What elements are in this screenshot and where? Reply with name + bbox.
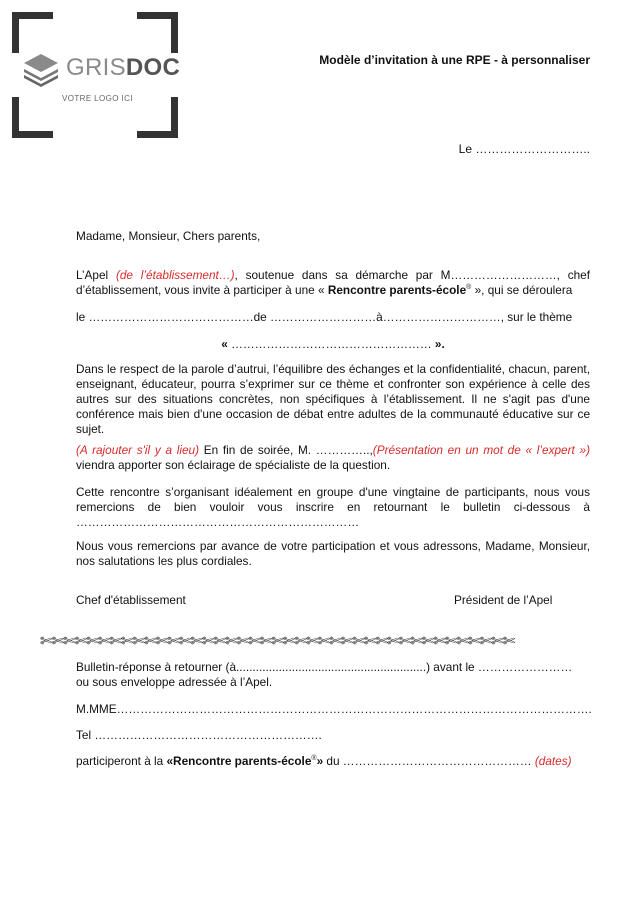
date-line: Le ……………………….. xyxy=(458,142,590,156)
frame-corner xyxy=(137,97,178,138)
stacked-layers-icon xyxy=(20,50,62,92)
document-title: Modèle d’invitation à une RPE - à personnaliser xyxy=(319,53,590,67)
frame-corner xyxy=(12,97,53,138)
logo-wordmark: GRISDOC xyxy=(66,54,181,81)
frame-corner xyxy=(137,12,178,53)
logo-placeholder xyxy=(12,12,181,138)
paragraph-closing: Nous vous remercions par avance de votre participation et vous adressons, Madame, Monsieur, nos salutations les plus cordiales. xyxy=(76,539,590,568)
frame-corner xyxy=(12,12,53,53)
logo-subtitle: VOTRE LOGO ICI xyxy=(62,94,133,103)
signature-left: Chef d'établissement xyxy=(76,593,186,607)
signatures xyxy=(76,593,590,608)
cut-line: ✄✄✄✄✄✄✄✄✄✄✄✄✄✄✄✄✄✄✄✄✄✄✄✄✄✄✄✄✄✄✄✄✄✄✄✄✄✄✄✄✄ xyxy=(40,633,515,650)
paragraph-registration: Cette rencontre s’organisant idéalement en groupe d'une vingtaine de participants, nous vous remercions de bien vouloir vous inscrire en retournant le bulletin ci-dessous à ……………………………………………………………… xyxy=(76,485,590,529)
paragraph-intro: L’Apel (de l’établissement…), soutenue dans sa démarche par M………………………, chef d’établissement, vous invite à participer à une « Rencontre parents-école® », qui se déroulera xyxy=(76,268,590,297)
bulletin-name-field: M.MME…………………………………………………………………………………………………………. xyxy=(76,702,592,716)
paragraph-rules: Dans le respect de la parole d’autrui, l’équilibre des échanges et la confidentialité, chacun, parent, enseignant, éducateur, pourra s’exprimer sur ce thème et confronter son expérience à celle des autres sur des situations concrètes, non spécifiques à l’établissement. Il ne s'agit pas d'une conférence mais bien d'une occasion de débat entre adultes de la communauté éducative sur ce sujet. xyxy=(76,362,590,436)
bulletin-header: Bulletin-réponse à retourner (à..........................................................) avant le …………………… ou sous enveloppe adressée à l’Apel. xyxy=(76,660,573,689)
salutation: Madame, Monsieur, Chers parents, xyxy=(76,229,261,243)
paragraph-expert: (A rajouter s'il y a lieu) En fin de soirée, M. …………..,(Présentation en un mot de « l’expert ») viendra apporter son éclairage de spécialiste de la question. xyxy=(76,443,590,472)
signature-right: Président de l’Apel xyxy=(454,593,553,607)
paragraph-date-place: le ……………………………………de ………………………à…………………………, sur le thème xyxy=(76,310,573,324)
bulletin-tel-field: Tel …………………………………………………. xyxy=(76,728,322,742)
paragraph-theme: « …………………………………………… ». xyxy=(221,337,445,351)
bulletin-participation: participeront à la «Rencontre parents-école®» du ………………………………………… (dates) xyxy=(76,754,572,768)
